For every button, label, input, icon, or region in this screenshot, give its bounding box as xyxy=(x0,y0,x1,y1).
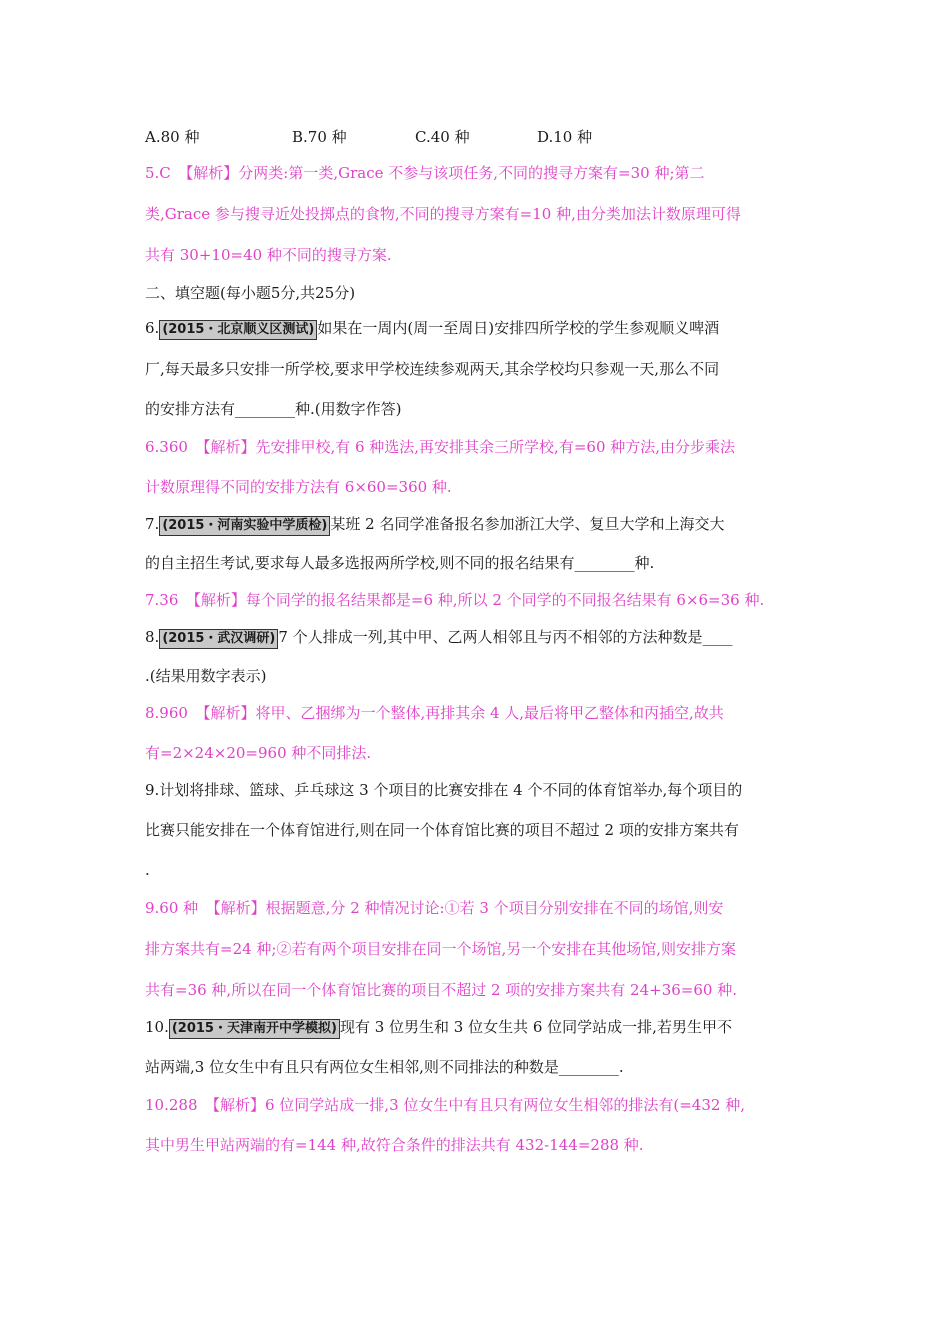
option-b: B.70 种 xyxy=(292,128,347,146)
option-c: C.40 种 xyxy=(415,128,470,146)
option-d: D.10 种 xyxy=(537,128,593,146)
source-tag: (2015・武汉调研) xyxy=(159,629,278,649)
answer-10-line-1: 10.288 【解析】6 位同学站成一排,3 位女生中有且只有两位女生相邻的排法有(=432 种, xyxy=(145,1096,745,1114)
question-6-line-2: 厂,每天最多只安排一所学校,要求甲学校连续参观两天,其余学校均只参观一天,那么不同 xyxy=(145,360,720,378)
option-a: A.80 种 xyxy=(145,128,200,146)
question-8-line-1: 8. (2015・武汉调研) 7 个人排成一列,其中甲、乙两人相邻且与丙不相邻的方法种数是____ xyxy=(145,627,732,649)
source-tag: (2015・天津南开中学模拟) xyxy=(169,1019,340,1039)
question-7-line-1: 7. (2015・河南实验中学质检) 某班 2 名同学准备报名参加浙江大学、复旦大学和上海交大 xyxy=(145,514,724,536)
source-tag: (2015・河南实验中学质检) xyxy=(159,516,330,536)
question-6-line-1: 6. (2015・北京顺义区测试) 如果在一周内(周一至周日)安排四所学校的学生参观顺义啤酒 xyxy=(145,318,719,340)
answer-9-line-1: 9.60 种 【解析】根据题意,分 2 种情况讨论:①若 3 个项目分别安排在不同的场馆,则安 xyxy=(145,899,724,917)
answer-9-line-2: 排方案共有=24 种;②若有两个项目安排在同一个场馆,另一个安排在其他场馆,则安排方案 xyxy=(145,940,737,958)
question-7-text: 某班 2 名同学准备报名参加浙江大学、复旦大学和上海交大 xyxy=(330,515,725,533)
question-7-line-2: 的自主招生考试,要求每人最多选报两所学校,则不同的报名结果有________种. xyxy=(145,554,655,572)
section-heading: 二、填空题(每小题5分,共25分) xyxy=(145,284,356,302)
source-tag: (2015・北京顺义区测试) xyxy=(159,320,317,340)
answer-7: 7.36 【解析】每个同学的报名结果都是=6 种,所以 2 个同学的不同报名结果有 6×6=36 种. xyxy=(145,591,765,609)
question-8-line-2: .(结果用数字表示) xyxy=(145,667,267,685)
question-6-text: 如果在一周内(周一至周日)安排四所学校的学生参观顺义啤酒 xyxy=(317,319,720,337)
answer-6-line-1: 6.360 【解析】先安排甲校,有 6 种选法,再安排其余三所学校,有=60 种方法,由分步乘法 xyxy=(145,438,736,456)
question-9-line-3: . xyxy=(145,861,150,879)
answer-9-line-3: 共有=36 种,所以在同一个体育馆比赛的项目不超过 2 项的安排方案共有 24+36=60 种. xyxy=(145,981,737,999)
question-10-line-1: 10. (2015・天津南开中学模拟) 现有 3 位男生和 3 位女生共 6 位同学站成一排,若男生甲不 xyxy=(145,1017,732,1039)
answer-5-line-1: 5.C 【解析】分两类:第一类,Grace 不参与该项任务,不同的搜寻方案有=30 种;第二 xyxy=(145,164,705,182)
answer-6-line-2: 计数原理得不同的安排方法有 6×60=360 种. xyxy=(145,478,452,496)
question-10-text: 现有 3 位男生和 3 位女生共 6 位同学站成一排,若男生甲不 xyxy=(339,1018,732,1036)
answer-8-line-2: 有=2×24×20=960 种不同排法. xyxy=(145,744,372,762)
question-8-text: 7 个人排成一列,其中甲、乙两人相邻且与丙不相邻的方法种数是____ xyxy=(278,628,733,646)
answer-8-line-1: 8.960 【解析】将甲、乙捆绑为一个整体,再排其余 4 人,最后将甲乙整体和丙插空,故共 xyxy=(145,704,724,722)
question-10-line-2: 站两端,3 位女生中有且只有两位女生相邻,则不同排法的种数是________. xyxy=(145,1058,624,1076)
question-6-line-3: 的安排方法有________种.(用数字作答) xyxy=(145,400,402,418)
question-9-line-2: 比赛只能安排在一个体育馆进行,则在同一个体育馆比赛的项目不超过 2 项的安排方案共有 xyxy=(145,821,739,839)
answer-5-line-3: 共有 30+10=40 种不同的搜寻方案. xyxy=(145,246,392,264)
answer-5-line-2: 类,Grace 参与搜寻近处投掷点的食物,不同的搜寻方案有=10 种,由分类加法计数原理可得 xyxy=(145,205,741,223)
question-9-line-1: 9.计划将排球、篮球、乒乓球这 3 个项目的比赛安排在 4 个不同的体育馆举办,每个项目的 xyxy=(145,781,743,799)
answer-10-line-2: 其中男生甲站两端的有=144 种,故符合条件的排法共有 432-144=288 种. xyxy=(145,1136,644,1154)
